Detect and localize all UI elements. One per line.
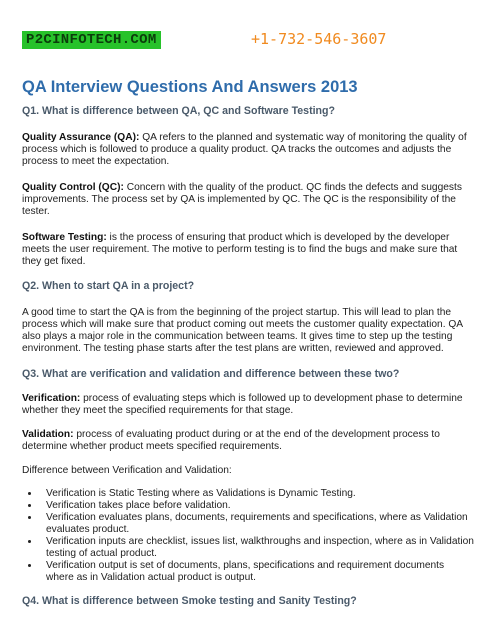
question-4: Q4. What is difference between Smoke testing and Sanity Testing? <box>22 595 357 607</box>
page-title: QA Interview Questions And Answers 2013 <box>22 78 358 96</box>
list-item: • Verification is Static Testing where as Validations is Dynamic Testing. <box>40 488 474 500</box>
software-testing-definition <box>22 232 474 268</box>
list-item: • Verification output is set of documents, plans, specifications and requirement documents where as in Validation actual product is output. <box>40 560 474 584</box>
validation-definition <box>22 429 474 453</box>
list-item: • Verification inputs are checklist, issues list, walkthroughs and inspection, where as in Validation testing of actual product. <box>40 536 474 560</box>
document-body <box>22 105 474 608</box>
qa-text: QA refers to the planned and systematic way of monitoring the quality of process which is followed to produce a quality product. QA tracks the outcomes and adjusts the process to meet the expectation. <box>22 132 467 167</box>
phone-number: +1-732-546-3607 <box>251 30 387 48</box>
validation-term: Validation: <box>22 429 74 440</box>
qc-text: Concern with the quality of the product. QC finds the defects and suggests improvements. The process set by QA is implemented by QC. The QC is the responsibility of the tester. <box>22 182 462 217</box>
list-item: • Verification takes place before validation. <box>40 500 474 512</box>
question-3: Q3. What are verification and validation and difference between these two? <box>22 368 400 380</box>
verification-definition <box>22 393 474 417</box>
software-testing-text: is the process of ensuring that product which is developed by the developer meets the user requirement. The motive to perform testing is to find the bugs and make sure that they get fixed. <box>22 232 458 267</box>
qa-term: Quality Assurance (QA): <box>22 132 140 143</box>
list-item: • Verification evaluates plans, documents, requirements and specifications, where as Validation evaluates product. <box>40 512 474 536</box>
software-testing-term: Software Testing: <box>22 232 107 243</box>
question-2: Q2. When to start QA in a project? <box>22 280 195 292</box>
validation-text: process of evaluating product during or at the end of the development process to determine whether product meets specified requirements. <box>22 429 440 452</box>
difference-list <box>22 488 474 584</box>
question-1: Q1. What is difference between QA, QC and Software Testing? <box>22 105 335 117</box>
verification-term: Verification: <box>22 393 81 404</box>
site-logo[interactable]: P2CINFOTECH.COM <box>22 31 161 49</box>
qa-definition <box>22 132 474 168</box>
verification-text: process of evaluating steps which is followed up to development phase to determine whether they meet the specified requirements for that stage. <box>22 393 463 416</box>
difference-intro: Difference between Verification and Validation: <box>22 465 232 476</box>
qc-definition <box>22 182 474 218</box>
answer-2: A good time to start the QA is from the beginning of the project startup. This will lead to plan the process which will make sure that product coming out meets the customer quality expectation. QA also plays a major role in the communication between teams. It gives time to step up the testing environment. The testing phase starts after the test plans are written, reviewed and approved. <box>22 307 463 354</box>
qc-term: Quality Control (QC): <box>22 182 124 193</box>
